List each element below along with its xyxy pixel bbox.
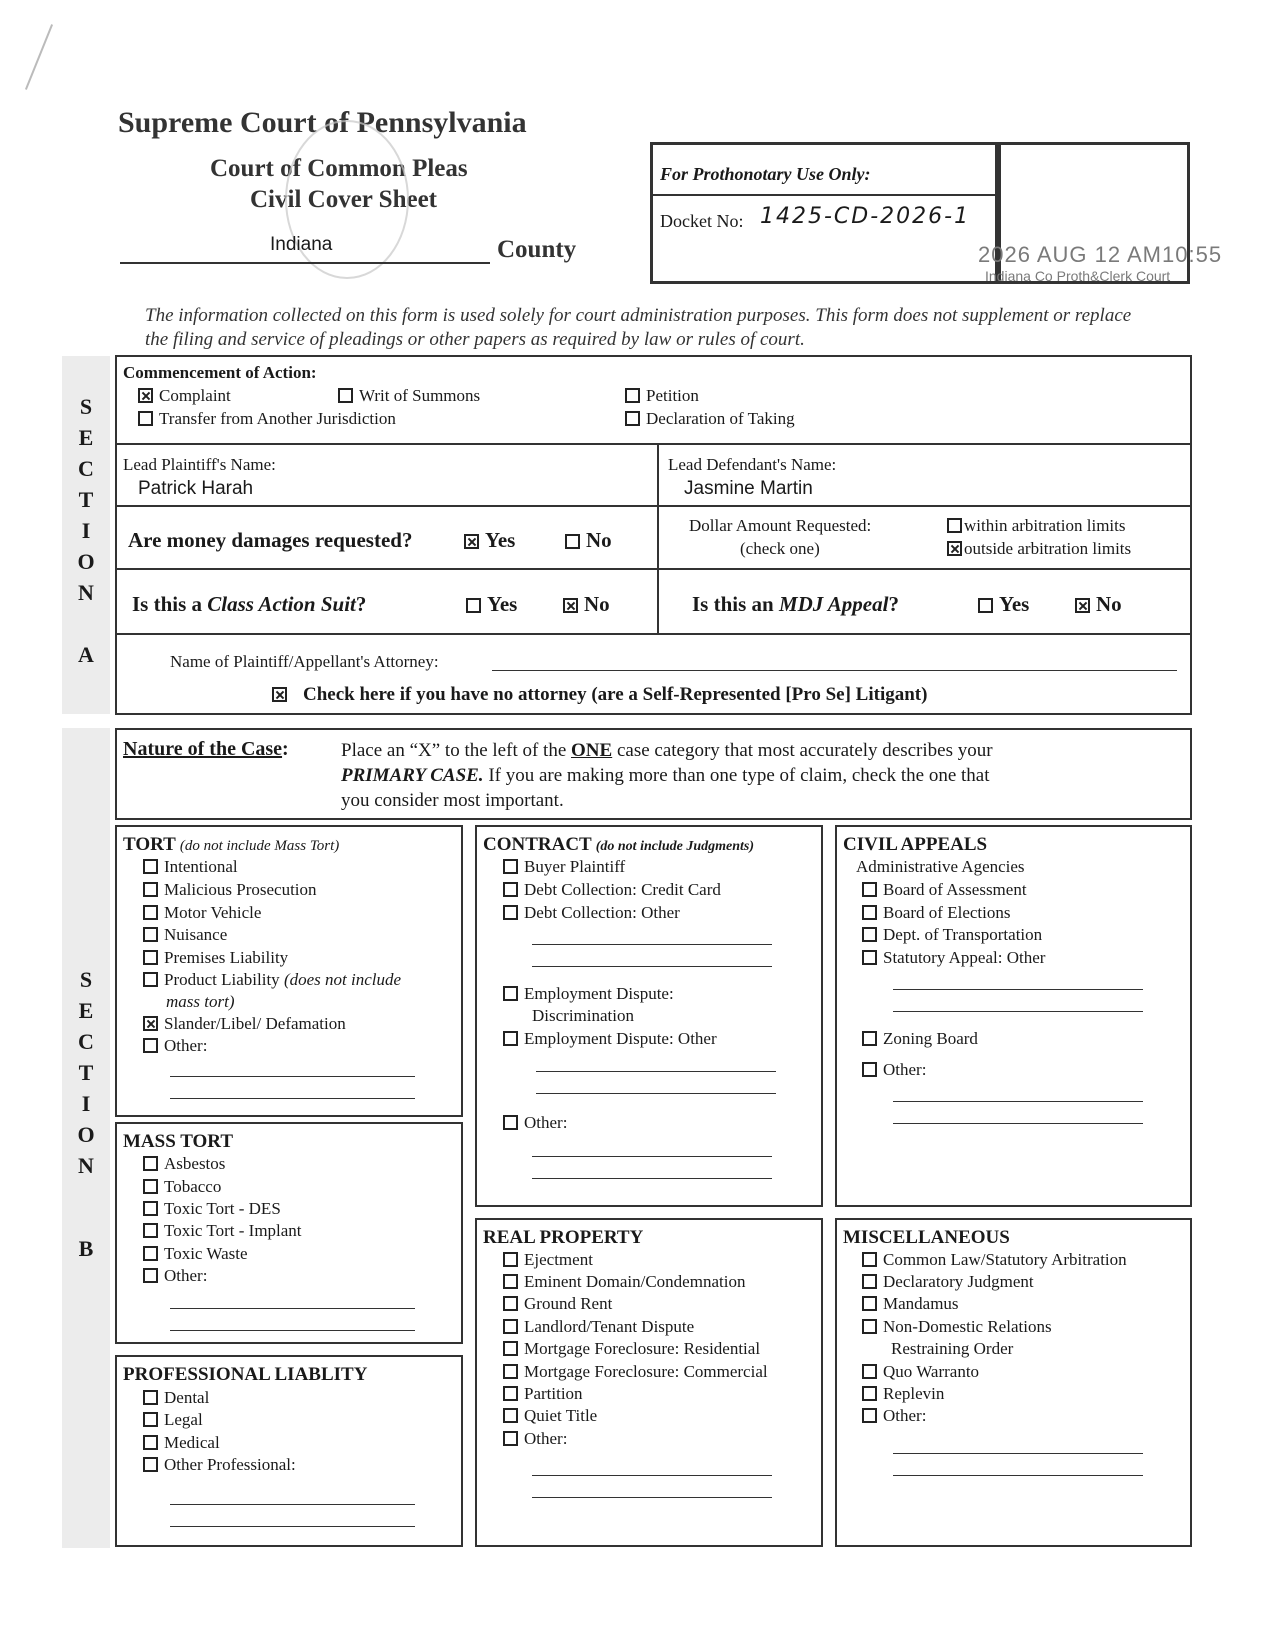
civil-appeals-other-line[interactable] [893, 1123, 1143, 1124]
section-a-letter [62, 608, 110, 639]
misc-quo-warranto[interactable]: Quo Warranto [862, 1362, 979, 1382]
outside-arbitration-checkbox[interactable] [947, 541, 962, 556]
money-yes-option[interactable]: Yes [464, 528, 515, 553]
mdj-yes-option[interactable]: Yes [978, 592, 1029, 617]
contract-title: CONTRACT (do not include Judgments) [483, 834, 755, 855]
civil-appeals-zoning[interactable]: Zoning Board [862, 1029, 978, 1049]
tort-intentional[interactable]: Intentional [143, 857, 238, 877]
contract-other-line[interactable] [532, 1178, 772, 1179]
real-property-quiet-title[interactable]: Quiet Title [503, 1406, 597, 1426]
mass-tort-implant[interactable]: Toxic Tort - Implant [143, 1221, 302, 1241]
petition-option[interactable]: Petition [625, 386, 699, 406]
complaint-option[interactable]: Complaint [138, 386, 231, 406]
civil-appeals-board-elections[interactable]: Board of Elections [862, 903, 1010, 923]
tort-slander[interactable]: Slander/Libel/ Defamation [143, 1014, 346, 1034]
tort-nuisance[interactable]: Nuisance [143, 925, 227, 945]
tort-title: TORT (do not include Mass Tort) [123, 834, 340, 855]
contract-employment-line[interactable] [536, 1093, 776, 1094]
commencement-label: Commencement of Action: [123, 363, 317, 382]
filing-stamp-office: Indiana Co Proth&Clerk Court [985, 268, 1171, 284]
mass-tort-asbestos[interactable]: Asbestos [143, 1154, 225, 1174]
contract-other-line[interactable] [532, 1156, 772, 1157]
subtitle-common-pleas: Court of Common Pleas [210, 155, 468, 182]
mdj-appeal-question: Is this an MDJ Appeal? [692, 592, 899, 616]
civil-appeals-statutory-line[interactable] [893, 989, 1143, 990]
tort-other-line[interactable] [170, 1098, 415, 1099]
section-a-letter: O [77, 549, 95, 574]
misc-mandamus[interactable]: Mandamus [862, 1294, 959, 1314]
contract-debt-other-line[interactable] [532, 944, 772, 945]
section-a-sidebar [62, 356, 110, 714]
section-b-letter: B [78, 1236, 94, 1261]
section-a-letter: T [78, 487, 94, 512]
contract-employment-discrimination-2: Discrimination [532, 1006, 634, 1025]
misc-arbitration[interactable]: Common Law/Statutory Arbitration [862, 1250, 1127, 1270]
professional-other-line[interactable] [170, 1526, 415, 1527]
subtitle-civil-cover-sheet: Civil Cover Sheet [250, 186, 438, 213]
money-no-checkbox[interactable] [565, 534, 580, 549]
misc-other-line[interactable] [893, 1475, 1143, 1476]
professional-other[interactable]: Other Professional: [143, 1455, 296, 1475]
writ-option[interactable]: Writ of Summons [338, 386, 480, 406]
corner-mark [25, 24, 53, 90]
petition-checkbox[interactable] [625, 388, 640, 403]
section-a-row-divider [115, 505, 1192, 507]
real-property-other-line[interactable] [532, 1475, 772, 1476]
professional-dental[interactable]: Dental [143, 1388, 209, 1408]
section-a-col-divider [657, 443, 659, 633]
nature-instructions: Place an “X” to the left of the ONE case category that most accurately describes your PRIMARY CASE. If you are making more than one type of claim, check the one that you consider most important. [341, 740, 993, 811]
civil-appeals-statutory-other[interactable]: Statutory Appeal: Other [862, 948, 1045, 968]
dollar-amount-label: Dollar Amount Requested: [689, 516, 872, 535]
section-a-row-divider [115, 633, 1192, 635]
section-b-letter: C [78, 1029, 94, 1054]
section-a-letter: A [78, 642, 94, 667]
pro-se-option[interactable]: Check here if you have no attorney (are a Self-Represented [Pro Se] Litigant) [272, 684, 927, 706]
real-property-ground-rent[interactable]: Ground Rent [503, 1294, 612, 1314]
contract-other[interactable]: Other: [503, 1113, 567, 1133]
tort-premises-liability[interactable]: Premises Liability [143, 948, 288, 968]
county-underline [120, 262, 490, 264]
civil-appeals-dept-transportation[interactable]: Dept. of Transportation [862, 925, 1042, 945]
section-b-letter: I [81, 1091, 91, 1116]
contract-employment-discrimination[interactable]: Employment Dispute: [503, 984, 674, 1004]
prothonotary-divider [652, 194, 996, 196]
section-a-letter: E [78, 425, 94, 450]
court-title: Supreme Court of Pennsylvania [118, 106, 527, 139]
professional-liability-title: PROFESSIONAL LIABLITY [123, 1364, 368, 1385]
writ-checkbox[interactable] [338, 388, 353, 403]
declaration-checkbox[interactable] [625, 411, 640, 426]
real-property-mortgage-residential[interactable]: Mortgage Foreclosure: Residential [503, 1339, 760, 1359]
class-no-checkbox[interactable] [563, 598, 578, 613]
tort-other[interactable]: Other: [143, 1036, 207, 1056]
docket-label: Docket No: [660, 211, 744, 231]
misc-restraining-order: Restraining Order [891, 1339, 1014, 1358]
section-b-letter: T [78, 1060, 94, 1085]
county-label: County [497, 236, 577, 263]
contract-debt-other-line[interactable] [532, 966, 772, 967]
section-a-letter: N [78, 580, 94, 605]
section-a-letter: I [81, 518, 91, 543]
mdj-no-checkbox[interactable] [1075, 598, 1090, 613]
section-b-sidebar [62, 728, 110, 1548]
real-property-other[interactable]: Other: [503, 1429, 567, 1449]
contract-debt-other[interactable]: Debt Collection: Other [503, 903, 680, 923]
contract-buyer-plaintiff[interactable]: Buyer Plaintiff [503, 857, 625, 877]
lead-defendant-label: Lead Defendant's Name: [668, 455, 837, 474]
attorney-name-field[interactable] [492, 670, 1177, 671]
civil-appeals-other-line[interactable] [893, 1101, 1143, 1102]
tort-malicious-prosecution[interactable]: Malicious Prosecution [143, 880, 317, 900]
misc-declaratory-judgment[interactable]: Declaratory Judgment [862, 1272, 1034, 1292]
section-a-row-divider [115, 443, 1192, 445]
real-property-eminent-domain[interactable]: Eminent Domain/Condemnation [503, 1272, 745, 1292]
section-a-letter: C [78, 456, 94, 481]
filing-stamp-time: 2026 AUG 12 AM10:55 [978, 242, 1223, 267]
within-arbitration-option[interactable]: within arbitration limits [947, 516, 1125, 536]
money-no-option[interactable]: No [565, 528, 612, 553]
attorney-label: Name of Plaintiff/Appellant's Attorney: [170, 652, 439, 671]
outside-arbitration-option[interactable]: outside arbitration limits [947, 539, 1131, 559]
mass-tort-des[interactable]: Toxic Tort - DES [143, 1199, 281, 1219]
mdj-yes-checkbox[interactable] [978, 598, 993, 613]
misc-other-line[interactable] [893, 1453, 1143, 1454]
county-value: Indiana [270, 234, 333, 255]
class-no-option[interactable]: No [563, 592, 610, 617]
lead-defendant-value: Jasmine Martin [684, 478, 813, 499]
mass-tort-other-line[interactable] [170, 1308, 415, 1309]
within-arbitration-checkbox[interactable] [947, 518, 962, 533]
class-yes-option[interactable]: Yes [466, 592, 517, 617]
mass-tort-other-line[interactable] [170, 1330, 415, 1331]
section-a-letter: S [79, 394, 93, 419]
transfer-option[interactable]: Transfer from Another Jurisdiction [138, 409, 396, 429]
contract-debt-credit-card[interactable]: Debt Collection: Credit Card [503, 880, 721, 900]
pro-se-checkbox[interactable] [272, 687, 287, 702]
professional-legal[interactable]: Legal [143, 1410, 203, 1430]
nature-of-case-label: Nature of the Case: [123, 738, 289, 760]
tort-motor-vehicle[interactable]: Motor Vehicle [143, 903, 261, 923]
professional-other-line[interactable] [170, 1504, 415, 1505]
professional-medical[interactable]: Medical [143, 1433, 220, 1453]
class-action-question: Is this a Class Action Suit? [132, 592, 367, 616]
tort-other-line[interactable] [170, 1076, 415, 1077]
lead-plaintiff-value: Patrick Harah [138, 478, 254, 499]
real-property-other-line[interactable] [532, 1497, 772, 1498]
real-property-title: REAL PROPERTY [483, 1227, 644, 1248]
prothonotary-label: For Prothonotary Use Only: [660, 164, 871, 184]
misc-non-domestic-relations[interactable]: Non-Domestic Relations [862, 1317, 1052, 1337]
money-damages-question: Are money damages requested? [128, 528, 413, 552]
disclaimer-text: The information collected on this form is used solely for court administration purposes. This form does not supplement or replace the filing and service of pleadings or other papers as required by law or rules of court. [145, 305, 1132, 350]
dollar-check-one: (check one) [740, 539, 820, 558]
docket-number: 1425-CD-2026-1 [760, 204, 971, 229]
mass-tort-other[interactable]: Other: [143, 1266, 207, 1286]
real-property-partition[interactable]: Partition [503, 1384, 583, 1404]
miscellaneous-title: MISCELLANEOUS [843, 1227, 1010, 1248]
tort-product-note: mass tort) [166, 992, 235, 1011]
contract-employment-other[interactable]: Employment Dispute: Other [503, 1029, 717, 1049]
section-b-letter: S [79, 967, 93, 992]
section-b-letter [62, 1181, 110, 1233]
real-property-ejectment[interactable]: Ejectment [503, 1250, 593, 1270]
class-yes-checkbox[interactable] [466, 598, 481, 613]
mass-tort-toxic-waste[interactable]: Toxic Waste [143, 1244, 248, 1264]
real-property-landlord-tenant[interactable]: Landlord/Tenant Dispute [503, 1317, 694, 1337]
section-b-letter: O [77, 1122, 95, 1147]
contract-employment-line[interactable] [536, 1071, 776, 1072]
complaint-checkbox[interactable] [138, 388, 153, 403]
civil-appeals-subtitle: Administrative Agencies [856, 857, 1025, 876]
mass-tort-tobacco[interactable]: Tobacco [143, 1177, 221, 1197]
lead-plaintiff-label: Lead Plaintiff's Name: [123, 455, 276, 474]
civil-appeals-statutory-line[interactable] [893, 1011, 1143, 1012]
mass-tort-title: MASS TORT [123, 1131, 234, 1152]
money-yes-checkbox[interactable] [464, 534, 479, 549]
section-b-letter: E [78, 998, 94, 1023]
civil-appeals-title: CIVIL APPEALS [843, 834, 988, 855]
civil-appeals-board-assessment[interactable]: Board of Assessment [862, 880, 1027, 900]
section-a-row-divider [115, 568, 1192, 570]
transfer-checkbox[interactable] [138, 411, 153, 426]
misc-replevin[interactable]: Replevin [862, 1384, 944, 1404]
misc-other[interactable]: Other: [862, 1406, 926, 1426]
tort-product-liability[interactable]: Product Liability (does not include [143, 970, 401, 990]
mdj-no-option[interactable]: No [1075, 592, 1122, 617]
declaration-option[interactable]: Declaration of Taking [625, 409, 795, 429]
section-b-letter: N [78, 1153, 94, 1178]
real-property-mortgage-commercial[interactable]: Mortgage Foreclosure: Commercial [503, 1362, 768, 1382]
civil-appeals-other[interactable]: Other: [862, 1060, 926, 1080]
